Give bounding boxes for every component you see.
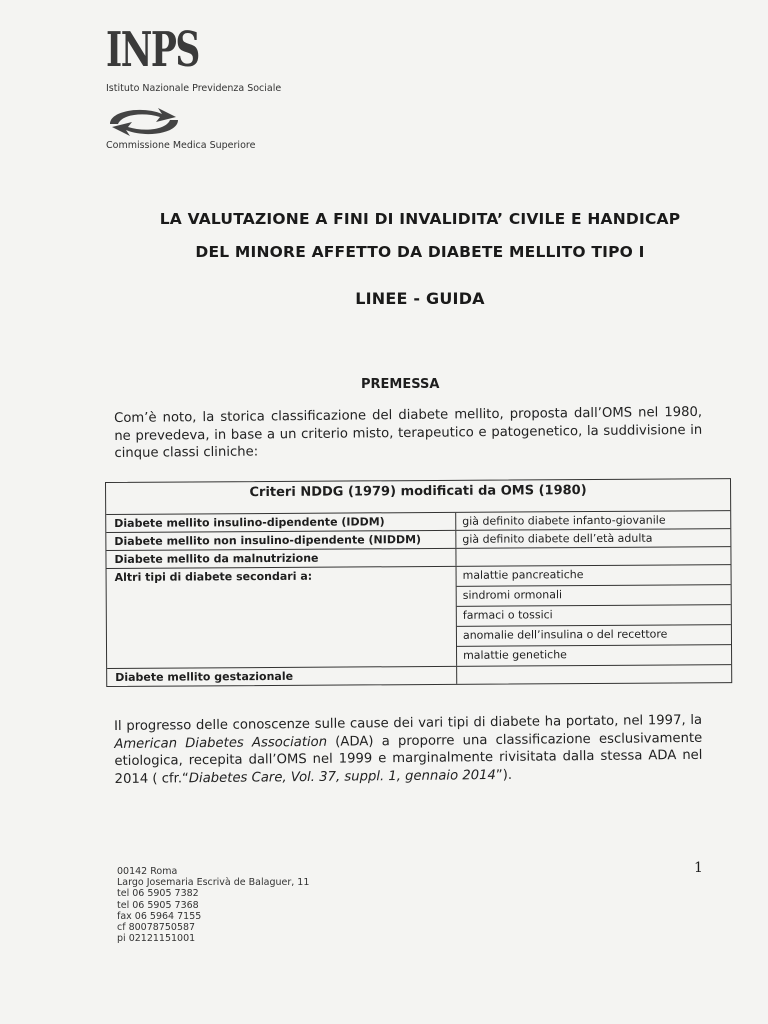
- row-label: Diabete mellito gestazionale: [107, 667, 457, 686]
- page-number: 1: [694, 860, 703, 876]
- footer-line: fax 06 5964 7155: [117, 910, 202, 922]
- logo-text: INPS: [106, 22, 199, 78]
- footer-line: pi 02121151001: [117, 933, 196, 945]
- text-span: (ADA) a proporre una classificazione esclusivamente etiologica, recepita dall’OMS nel 1999 e marginalmente rivisitata dalla stessa ADA nel 2014 ( cfr.“: [114, 730, 703, 787]
- footer-line: tel 06 5905 7382: [117, 888, 199, 900]
- reference-text: Diabetes Care, Vol. 37, suppl. 1, gennaio 2014: [188, 767, 496, 786]
- sub-value: farmaci o tossici: [457, 605, 731, 627]
- sub-value: malattie pancreatiche: [457, 565, 731, 587]
- sub-value: anomalie dell’insulina o del recettore: [457, 625, 731, 647]
- row-value: [456, 547, 730, 566]
- italic-text: American Diabetes Association: [114, 734, 328, 752]
- text-span: ”).: [495, 767, 513, 783]
- row-value: [457, 665, 731, 684]
- row-value: già definito diabete dell’età adulta: [462, 531, 653, 546]
- row-value: già definito diabete infanto-giovanile: [462, 513, 666, 528]
- inps-logo: [106, 22, 235, 78]
- institution-name: Istituto Nazionale Previdenza Sociale: [106, 83, 282, 94]
- sub-values: [457, 565, 732, 666]
- table-row: [107, 565, 732, 669]
- classification-table: [105, 478, 732, 687]
- second-paragraph: [114, 712, 703, 788]
- footer-line: Largo Josemaria Escrivà de Balaguer, 11: [117, 877, 310, 889]
- commission-name: Commissione Medica Superiore: [106, 140, 256, 151]
- text-span: Il progresso delle conoscenze sulle cause dei vari tipi di diabete ha portato, nel 1997, la: [114, 712, 703, 734]
- title-line-3: LINEE - GUIDA: [355, 289, 485, 308]
- intro-paragraph: Com’è noto, la storica classificazione del diabete mellito, proposta dall’OMS nel 1980, ne prevedeva, in base a un criterio misto, terapeutico e patogenetico, la suddivisione in cinque classi cliniche:: [114, 404, 703, 461]
- row-label: Altri tipi di diabete secondari a:: [107, 567, 458, 668]
- title-line-1: LA VALUTAZIONE A FINI DI INVALIDITA’ CIVILE E HANDICAP: [159, 210, 681, 228]
- sub-value: sindromi ormonali: [457, 585, 731, 607]
- sub-value: malattie genetiche: [463, 648, 567, 662]
- row-label: Diabete mellito insulino-dipendente (IDDM): [106, 513, 456, 532]
- table-title: Criteri NDDG (1979) modificati da OMS (1980): [106, 479, 730, 515]
- section-heading: PREMESSA: [361, 377, 440, 392]
- footer-line: tel 06 5905 7368: [117, 899, 199, 911]
- table-row: [107, 665, 731, 686]
- title-line-2: DEL MINORE AFFETTO DA DIABETE MELLITO TIPO I: [195, 243, 645, 261]
- row-label: Diabete mellito non insulino-dipendente (NIDDM): [106, 531, 456, 550]
- footer-line: 00142 Roma: [117, 866, 178, 877]
- row-label: Diabete mellito da malnutrizione: [106, 549, 456, 568]
- footer-line: cf 80078750587: [117, 922, 196, 934]
- footer-address: [117, 866, 309, 944]
- recycle-arrows-icon: [104, 104, 184, 140]
